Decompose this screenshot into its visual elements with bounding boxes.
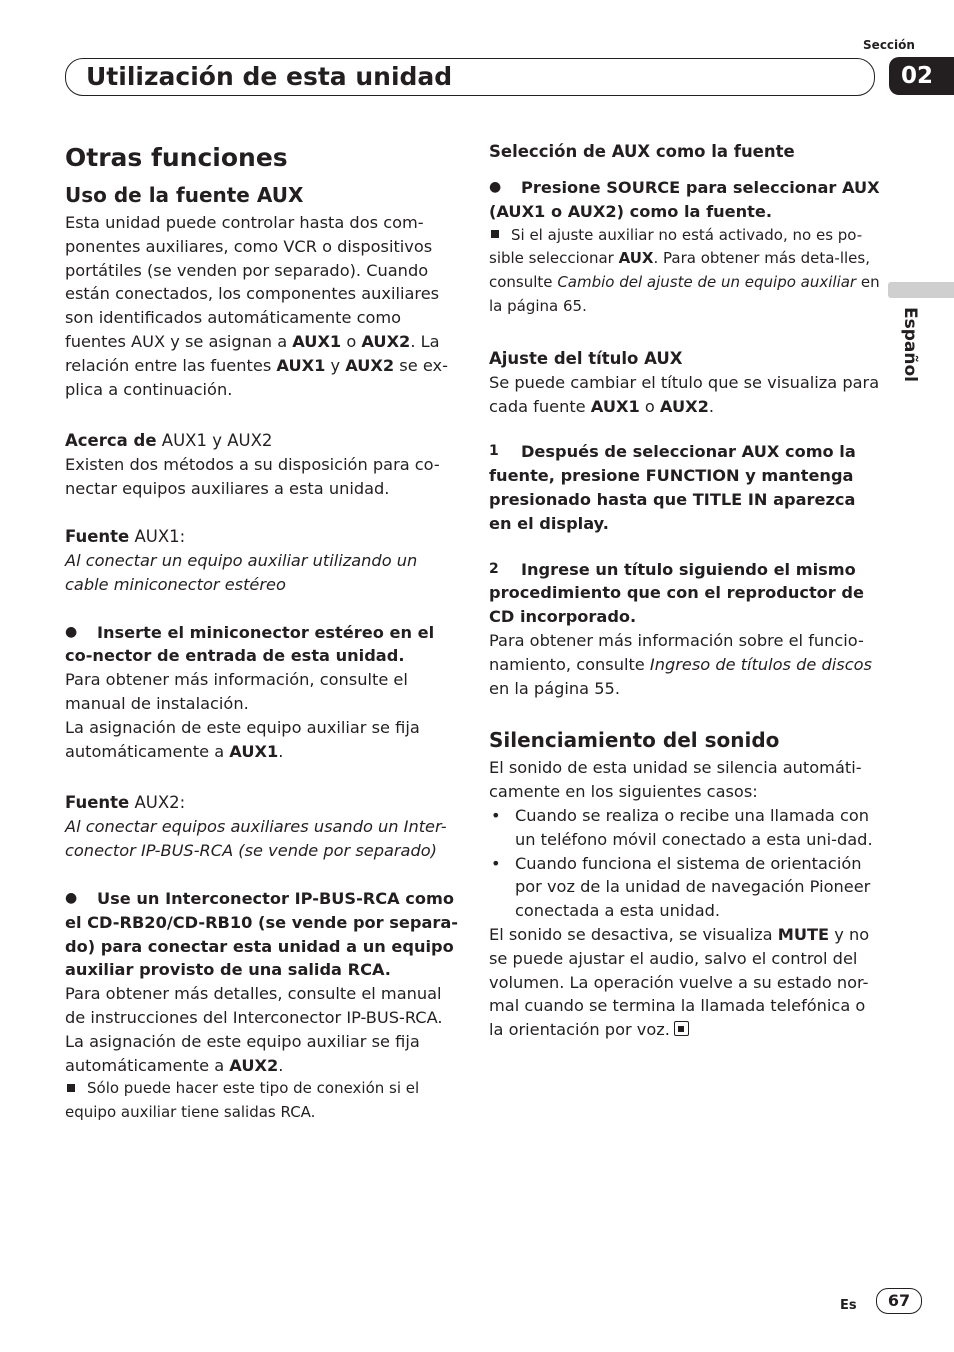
- aux-intro-paragraph: Esta unidad puede controlar hasta dos com-ponentes auxiliares, como VCR o dispositivos portátiles (se venden por separado). Cuando están conectados, los componentes auxiliares son identificados automáticamente como fuentes AUX y se asignan a AUX1 o AUX2. La relación entre las fuentes AUX1 y AUX2 se ex-plica a continuación.: [65, 213, 448, 399]
- header-bar: [65, 58, 875, 96]
- source-aux1-condition: Al conectar un equipo auxiliar utilizando un cable miniconector estéreo: [65, 550, 418, 594]
- source-aux1-assignment: La asignación de este equipo auxiliar se fija automáticamente a AUX1.: [65, 717, 420, 761]
- note-square-icon: [491, 230, 499, 238]
- aux-source-heading: Uso de la fuente AUX: [65, 183, 304, 207]
- language-tab-bar: [888, 282, 954, 298]
- mute-intro: El sonido de esta unidad se silencia automáti-camente en los siguientes casos:: [489, 758, 862, 802]
- list-item: • Cuando funciona el sistema de orientación por voz de la unidad de navegación Pioneer conectada a esta unidad.: [489, 852, 881, 923]
- source-aux2-step: ● Use un Interconector IP-BUS-RCA como el CD-RB20/CD-RB10 (se vende por separa-do) para conectar esta unidad a un equipo auxiliar provisto de una salida RCA.: [65, 888, 459, 980]
- source-aux2-heading: Fuente AUX2:: [65, 793, 186, 813]
- mute-cases-list: [489, 804, 881, 923]
- main-title: Otras funciones: [65, 143, 288, 172]
- source-aux1-heading: Fuente AUX1:: [65, 526, 186, 546]
- select-aux-note: Si el ajuste auxiliar no está activado, no es po-sible seleccionar AUX. Para obtener más deta-lles, consulte Cambio del ajuste de un equipo auxiliar en la página 65.: [489, 225, 880, 315]
- source-aux2-note: Sólo puede hacer este tipo de conexión si el equipo auxiliar tiene salidas RCA.: [65, 1079, 420, 1122]
- section-number-badge: 02: [889, 57, 954, 95]
- source-aux2-info: Para obtener más detalles, consulte el manual de instrucciones del Interconector IP-BUS-RCA.: [65, 984, 443, 1027]
- select-aux-heading: Selección de AUX como la fuente: [489, 142, 795, 161]
- mute-description: El sonido se desactiva, se visualiza MUTE y no se puede ajustar el audio, salvo el control del volumen. La operación vuelve a su estado nor-mal cuando se termina la llamada telefónica o la orientación por voz.: [489, 924, 870, 1040]
- end-of-section-icon: [674, 1021, 689, 1036]
- source-aux1-step: ● Inserte el miniconector estéreo en el co-nector de entrada de esta unidad.: [65, 622, 435, 666]
- bullet-dot-icon: ●: [65, 623, 78, 640]
- bullet-dot-icon: ●: [65, 889, 78, 906]
- footer-language-code: Es: [840, 1298, 857, 1313]
- select-aux-step: ● Presione SOURCE para seleccionar AUX (AUX1 o AUX2) como la fuente.: [489, 178, 880, 221]
- bullet-dot-icon: ●: [489, 179, 502, 195]
- left-column: [65, 140, 459, 1125]
- source-aux1-info: Para obtener más información, consulte el manual de instalación.: [65, 670, 408, 713]
- section-label: Sección: [863, 38, 915, 52]
- aux-title-heading: Ajuste del título AUX: [489, 348, 683, 368]
- page-header-title: Utilización de esta unidad: [86, 62, 453, 91]
- list-item: • Cuando se realiza o recibe una llamada con un teléfono móvil conectado a esta uni-dad.: [489, 804, 881, 852]
- aux-title-step-2: 2 Ingrese un título siguiendo el mismo procedimiento que con el reproductor de CD incorporado.: [489, 559, 864, 627]
- source-aux2-condition: Al conectar equipos auxiliares usando un Inter-conector IP-BUS-RCA (se vende por separado): [65, 817, 447, 861]
- aux-title-paragraph: Se puede cambiar el título que se visualiza para cada fuente AUX1 o AUX2.: [489, 372, 880, 416]
- aux-title-step-1: 1 Después de seleccionar AUX como la fuente, presione FUNCTION y mantenga presionado hasta que TITLE IN aparezca en el display.: [489, 442, 856, 533]
- source-aux2-assignment: La asignación de este equipo auxiliar se fija automáticamente a AUX2.: [65, 1031, 420, 1075]
- mute-heading: Silenciamiento del sonido: [489, 728, 780, 753]
- page-number: 67: [876, 1288, 922, 1314]
- aux-title-step-2-info: Para obtener más información sobre el funcio-namiento, consulte Ingreso de títulos de discos en la página 55.: [489, 630, 872, 698]
- note-square-icon: [67, 1084, 75, 1092]
- language-tab-label: Español: [900, 307, 920, 382]
- about-paragraph: Existen dos métodos a su disposición para co-nectar equipos auxiliares a esta unidad.: [65, 455, 440, 499]
- about-heading: Acerca de AUX1 y AUX2: [65, 431, 273, 451]
- right-column: [489, 140, 881, 1042]
